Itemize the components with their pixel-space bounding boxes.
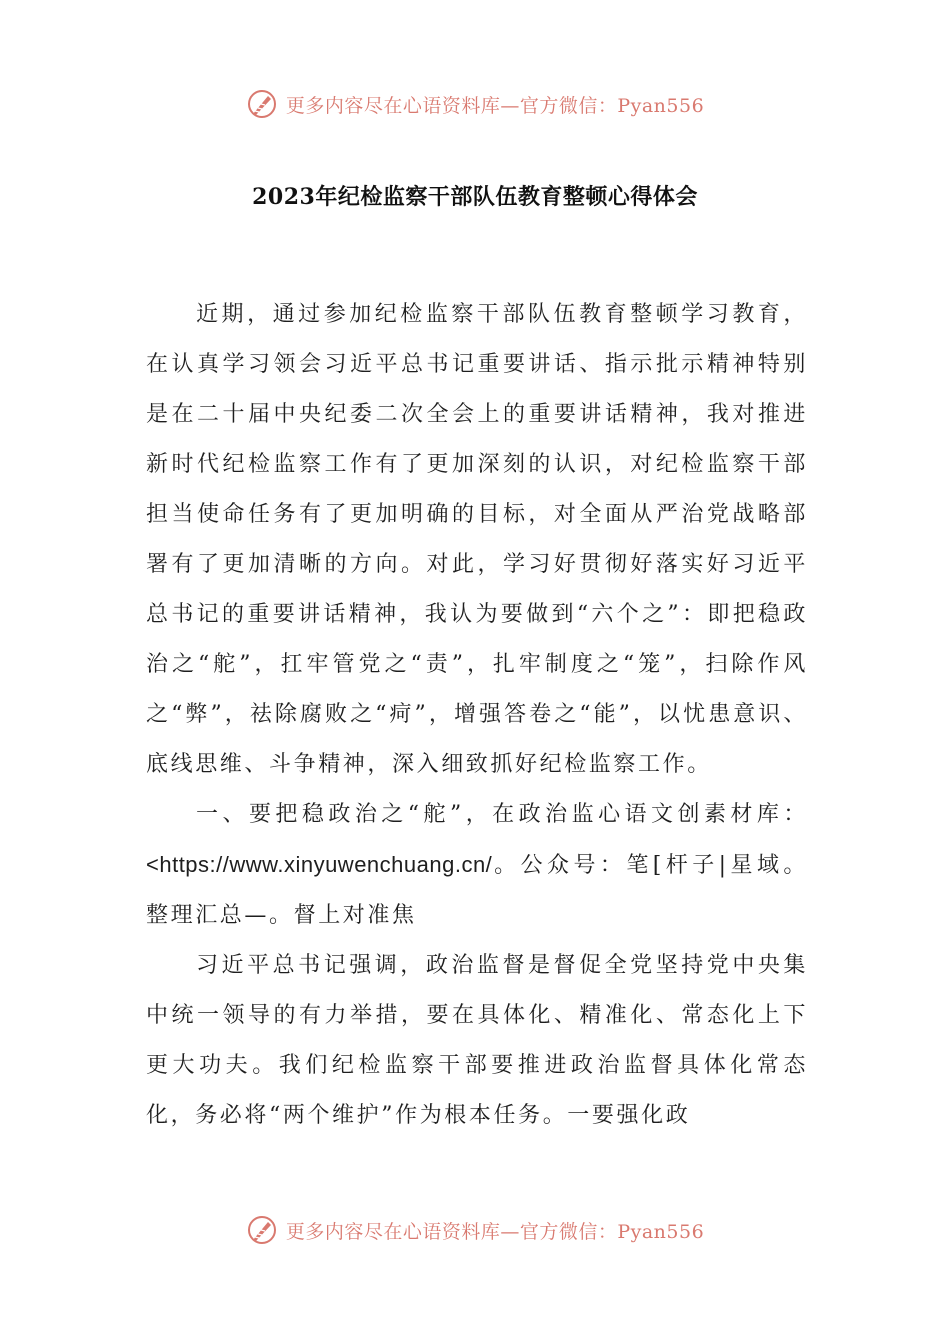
inline-url-link[interactable]: <https://www.xinyuwenchuang.cn/ xyxy=(146,852,493,877)
section-one-tail: 。公众号：笔[杆子|星域。整理汇总—。督上对准焦 xyxy=(146,853,808,928)
feather-pen-logo-icon xyxy=(246,1214,278,1246)
feather-pen-logo-icon xyxy=(246,88,278,120)
paragraph-intro: 近期，通过参加纪检监察干部队伍教育整顿学习教育，在认真学习领会习近平总书记重要讲话、指示批示精神特别是在二十届中央纪委二次全会上的重要讲话精神，我对推进新时代纪检监察工作有了更加深刻的认识，对纪检监察干部担当使命任务有了更加明确的目标，对全面从严治党战略部署有了更加清晰的方向。对此，学习好贯彻好落实好习近平总书记的重要讲话精神，我认为要做到“六个之”：即把稳政治之“舵”，扛牢管党之“责”，扎牢制度之“笼”，扫除作风之“弊”，祛除腐败之“疴”，增强答卷之“能”，以忧患意识、底线思维、斗争精神，深入细致抓好纪检监察工作。 xyxy=(146,302,808,777)
watermark-text: 更多内容尽在心语资料库—官方微信：Pyan556 xyxy=(285,94,705,117)
watermark-text: 更多内容尽在心语资料库—官方微信：Pyan556 xyxy=(285,1220,705,1243)
document-body xyxy=(146,290,808,1141)
watermark-header xyxy=(0,84,950,124)
section-one-heading: 一、要把稳政治之“舵”，在政治监 xyxy=(196,802,599,827)
watermark-footer xyxy=(0,1210,950,1250)
paragraph-political-supervision: 习近平总书记强调，政治监督是督促全党坚持党中央集中统一领导的有力举措，要在具体化、精准化、常态化上下更大功夫。我们纪检监察干部要推进政治监督具体化常态化，务必将“两个维护”作为根本任务。一要强化政 xyxy=(146,953,808,1128)
paragraph-section-one xyxy=(146,790,808,941)
watermark-inline-text: 心语文创素材库： xyxy=(598,802,808,827)
document-title: 2023年纪检监察干部队伍教育整顿心得体会 xyxy=(252,184,698,210)
